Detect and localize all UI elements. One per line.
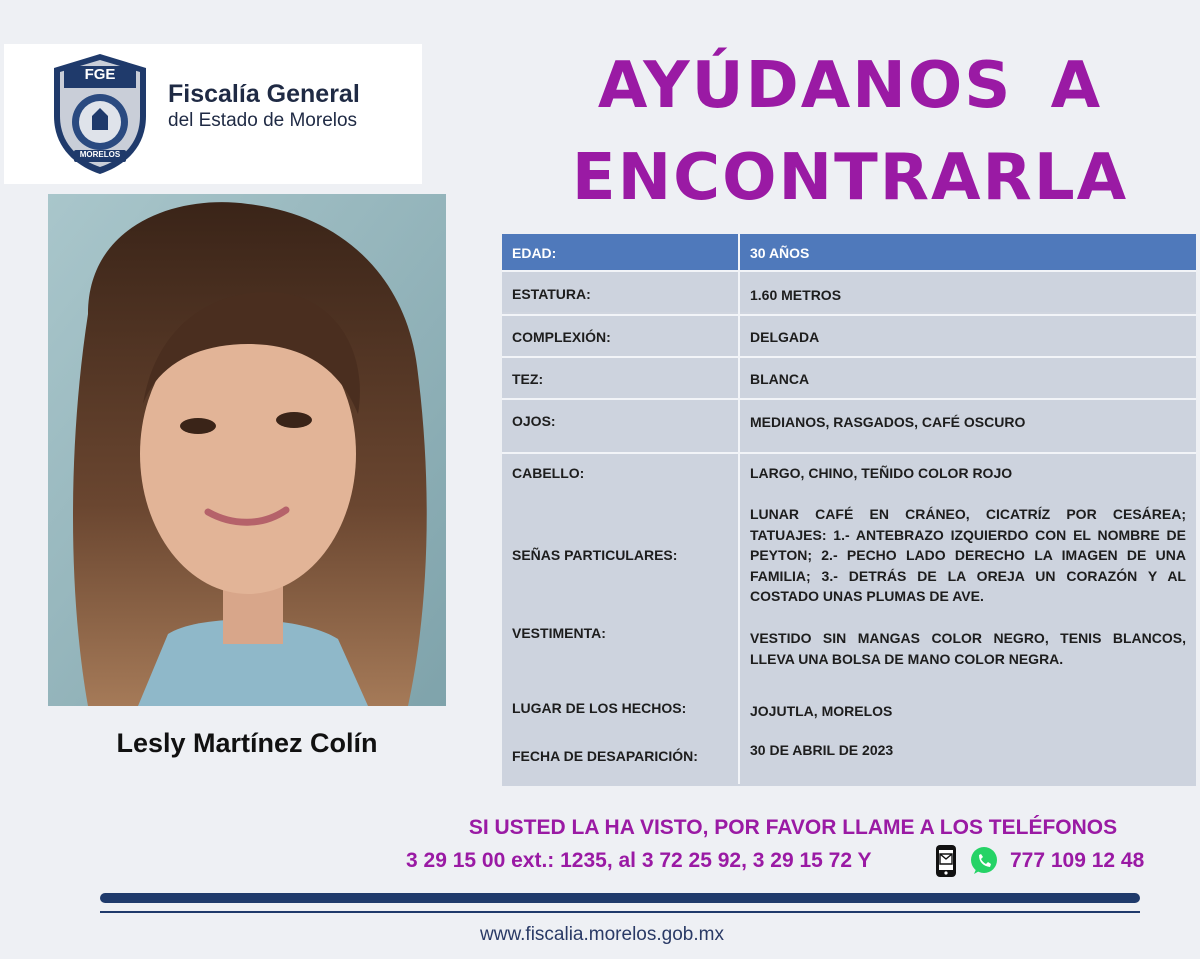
contact-instruction: SI USTED LA HA VISTO, POR FAVOR LLAME A LOS TELÉFONOS — [468, 816, 1118, 839]
vestimenta-label: VESTIMENTA: — [512, 625, 606, 641]
footer-bar — [100, 893, 1140, 903]
table-row — [502, 356, 1196, 398]
fecha-label: FECHA DE DESAPARICIÓN: — [512, 748, 698, 764]
website-link[interactable]: www.fiscalia.morelos.gob.mx — [480, 924, 724, 945]
details-table — [502, 234, 1196, 784]
phone-numbers: 3 29 15 00 ext.: 1235, al 3 72 25 92, 3 29 15 72 Y — [406, 849, 872, 872]
lugar-value: JOJUTLA, MORELOS — [750, 703, 893, 719]
headline-line2: ENCONTRARLA — [571, 141, 1129, 215]
missing-person-photo — [48, 194, 446, 706]
ojos-label: OJOS: — [512, 413, 556, 429]
badge-text: FGE — [84, 66, 116, 83]
table-header-row — [502, 234, 1196, 270]
complexion-label: COMPLEXIÓN: — [512, 329, 611, 345]
cabello-label: CABELLO: — [512, 465, 585, 481]
senas-label: SEÑAS PARTICULARES: — [512, 547, 678, 563]
person-name: Lesly Martínez Colín — [116, 728, 378, 758]
logo-header — [4, 44, 422, 184]
footer-rule — [100, 911, 1140, 913]
org-name-line2: del Estado de Morelos — [168, 110, 358, 131]
table-row — [502, 452, 1196, 786]
estatura-label: ESTATURA: — [512, 286, 591, 302]
tez-label: TEZ: — [512, 371, 544, 387]
edad-value: 30 AÑOS — [750, 245, 810, 261]
estatura-value: 1.60 METROS — [750, 287, 842, 303]
complexion-value: DELGADA — [750, 329, 820, 345]
fecha-value: 30 DE ABRIL DE 2023 — [750, 742, 894, 758]
headline-line1: AYÚDANOS A — [597, 49, 1103, 123]
vestimenta-value: VESTIDO SIN MANGAS COLOR NEGRO, TENIS BLANCOS, LLEVA UNA BOLSA DE MANO COLOR NEGRA. — [750, 630, 1186, 667]
edad-label: EDAD: — [512, 245, 557, 261]
tez-value: BLANCA — [750, 371, 810, 387]
badge-state: MORELOS — [79, 150, 121, 159]
phone-message-icon — [934, 844, 958, 878]
table-row — [502, 270, 1196, 312]
column-divider — [738, 234, 740, 784]
ojos-value: MEDIANOS, RASGADOS, CAFÉ OSCURO — [750, 414, 1026, 430]
whatsapp-icon — [968, 845, 1000, 877]
lugar-label: LUGAR DE LOS HECHOS: — [512, 700, 687, 716]
senas-value: LUNAR CAFÉ EN CRÁNEO, CICATRÍZ POR CESÁREA; TATUAJES: 1.- ANTEBRAZO IZQUIERDO CON EL NOMBRE DE PEYTON; 2.- PECHO LADO DERECHO LA IMAGEN DE UNA FAMILIA; 3.- DETRÁS DE LA OREJA UN CORAZÓN Y AL COSTADO UNAS PLUMAS DE AVE. — [750, 506, 1186, 604]
whatsapp-number: 777 109 12 48 — [1010, 849, 1145, 872]
cabello-value: LARGO, CHINO, TEÑIDO COLOR ROJO — [750, 465, 1013, 481]
org-name-line1: Fiscalía General — [168, 80, 360, 108]
